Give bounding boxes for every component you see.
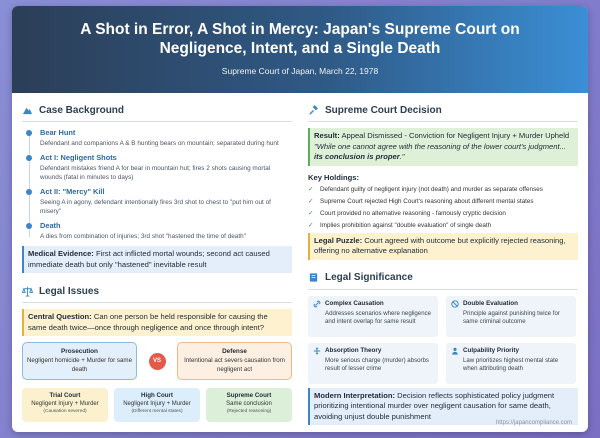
significance-grid [308,296,578,384]
timeline-dot [26,223,32,229]
defense-box [177,342,292,380]
prosecution-box [22,342,137,380]
court-heading: High Court [141,392,173,399]
card-title: Double Evaluation [463,300,518,307]
high-court-box [114,388,200,422]
modern-interpretation-text: Decision reflects sophisticated policy judgment prioritizing intentional murder over negligent causation for same death, avoiding unjust double punishment [314,390,555,421]
card-text: Law prioritizes highest mental state when attributing death [463,356,559,372]
supreme-court-box [206,388,292,422]
list-item [308,221,578,230]
trial-court-box [22,388,108,422]
central-question-text: Can one person be held responsible for causing the same death twice—once through negligence and once through intent? [28,312,268,332]
mountain-icon [22,105,33,116]
court-note: (Causation severed) [43,409,87,414]
timeline-dot [26,155,32,161]
card-text: Addresses scenarios where negligence and intent overlap for same result [325,309,432,325]
timeline-title: Bear Hunt [40,128,76,137]
significance-title: Legal Significance [325,272,413,283]
infographic-card [12,6,588,432]
header [12,6,588,93]
result-label: Result: [314,131,340,140]
significance-card [308,343,438,384]
prosecution-text: Negligent homicide + Murder for same death [26,357,133,373]
timeline-text: A dies from combination of injuries; 3rd shot "hastened the time of death" [40,233,246,240]
significance-card [446,343,576,384]
card-title: Complex Causation [325,300,384,307]
quote-text: "While one cannot agree with the reasoning of the lower court's judgment... [314,141,566,151]
timeline-item [40,153,292,182]
legal-puzzle-label: Legal Puzzle: [314,235,363,245]
prosecution-vs-defense [22,342,292,380]
list-item [308,197,578,206]
court-result: Negligent Injury + Murder [123,401,191,407]
court-note: (Rejected reasoning) [226,409,272,414]
timeline-dot [26,189,32,195]
significance-card [308,296,438,337]
footer-url[interactable]: https://japancompliance.com [495,420,572,426]
decision-quote [314,142,574,163]
divider [22,121,292,122]
scales-icon [22,286,33,297]
medical-evidence-callout [22,246,292,273]
left-column [22,101,292,422]
arrows-icon [313,347,321,355]
timeline-title: Act I: Negligent Shots [40,153,117,162]
card-text: More serious charge (murder) absorbs result of lesser crime [325,356,429,372]
card-heading [313,347,433,355]
result-text: Appeal Dismissed - Conviction for Negligent Injury + Murder Upheld [339,131,570,140]
card-text: Principle against punishing twice for same criminal outcome [463,309,560,325]
legal-issues-title: Legal Issues [39,285,100,297]
medical-evidence-text: First act inflicted mortal wounds; second act caused immediate death but only "hastened" inevitable result [28,249,270,269]
quote-end: ." [399,152,405,161]
card-heading [313,300,433,308]
significance-card [446,296,576,337]
timeline-item [40,187,292,216]
person-icon [451,347,459,355]
card-title: Absorption Theory [325,347,382,354]
divider [308,121,578,122]
holding-text: Supreme Court rejected High Court's reasoning about different mental states [320,197,534,205]
significance-heading [308,269,578,287]
timeline-item [40,221,292,241]
court-heading: Trial Court [49,392,81,399]
case-timeline [22,128,292,241]
key-holdings-title: Key Holdings: [308,172,360,182]
case-background-heading [22,101,292,119]
quote-emphasis: its conclusion is proper [314,152,400,161]
medical-evidence-label: Medical Evidence: [28,249,94,258]
holding-text: Court provided no alternative reasoning - famously cryptic decision [320,209,506,217]
timeline-text: Defendant mistakes friend A for bear in mountain hut; fires 2 shots causing mortal wounds (fatal in minutes to days) [40,165,271,181]
check-icon: ✓ [308,209,314,217]
timeline-text: Defendant and companions A & B hunting bears on mountain; separated during hunt [40,140,279,147]
check-icon: ✓ [308,197,314,205]
modern-interpretation-label: Modern Interpretation: [314,390,395,400]
prosecution-heading: Prosecution [61,348,98,355]
legal-puzzle-callout [308,233,578,260]
card-title: Culpability Priority [463,347,519,354]
card-heading [451,300,571,308]
timeline-item [40,128,292,148]
defense-heading: Defense [222,348,247,355]
central-question-label: Central Question: [28,312,92,321]
court-result: Negligent Injury + Murder [31,401,99,407]
legal-issues-heading [22,282,292,300]
timeline-title: Act II: "Mercy" Kill [40,187,105,196]
central-question-callout [22,309,292,336]
divider [308,289,578,290]
decision-heading [308,101,578,119]
page-subtitle: Supreme Court of Japan, March 22, 1978 [221,66,379,76]
page-title: A Shot in Error, A Shot in Mercy: Japan's Supreme Court on Negligence, Intent, and a Single Death [80,21,520,57]
divider [22,302,292,303]
legal-puzzle-text: Court agreed with outcome but explicitly rejected reasoning, offering no alternative explanation [314,235,566,255]
right-column [308,101,578,425]
result-callout [308,128,578,166]
timeline-dot [26,130,32,136]
ban-icon [451,300,459,308]
list-item [308,209,578,218]
holding-text: Defendant guilty of negligent injury (not death) and murder as separate offenses [320,185,543,193]
book-icon [308,272,319,283]
check-icon: ✓ [308,221,314,229]
defense-text: Intentional act severs causation from negligent act [184,357,285,373]
vs-badge: VS [149,353,166,370]
court-note: (Different mental states) [131,409,183,414]
link-icon [313,300,321,308]
holding-text: Implies prohibition against "double evaluation" of single death [320,221,492,229]
card-heading [451,347,571,355]
timeline-text: Seeing A in agony, defendant intentionally fires 3rd shot to chest to "put him out of misery" [40,199,271,215]
decision-title: Supreme Court Decision [325,104,442,116]
case-background-title: Case Background [39,104,125,116]
court-result: Same conclusion [226,401,272,407]
gavel-icon [308,105,319,116]
timeline-title: Death [40,221,61,230]
check-icon: ✓ [308,185,314,193]
list-item [308,185,578,194]
court-heading: Supreme Court [226,392,272,399]
court-rulings [22,388,292,422]
